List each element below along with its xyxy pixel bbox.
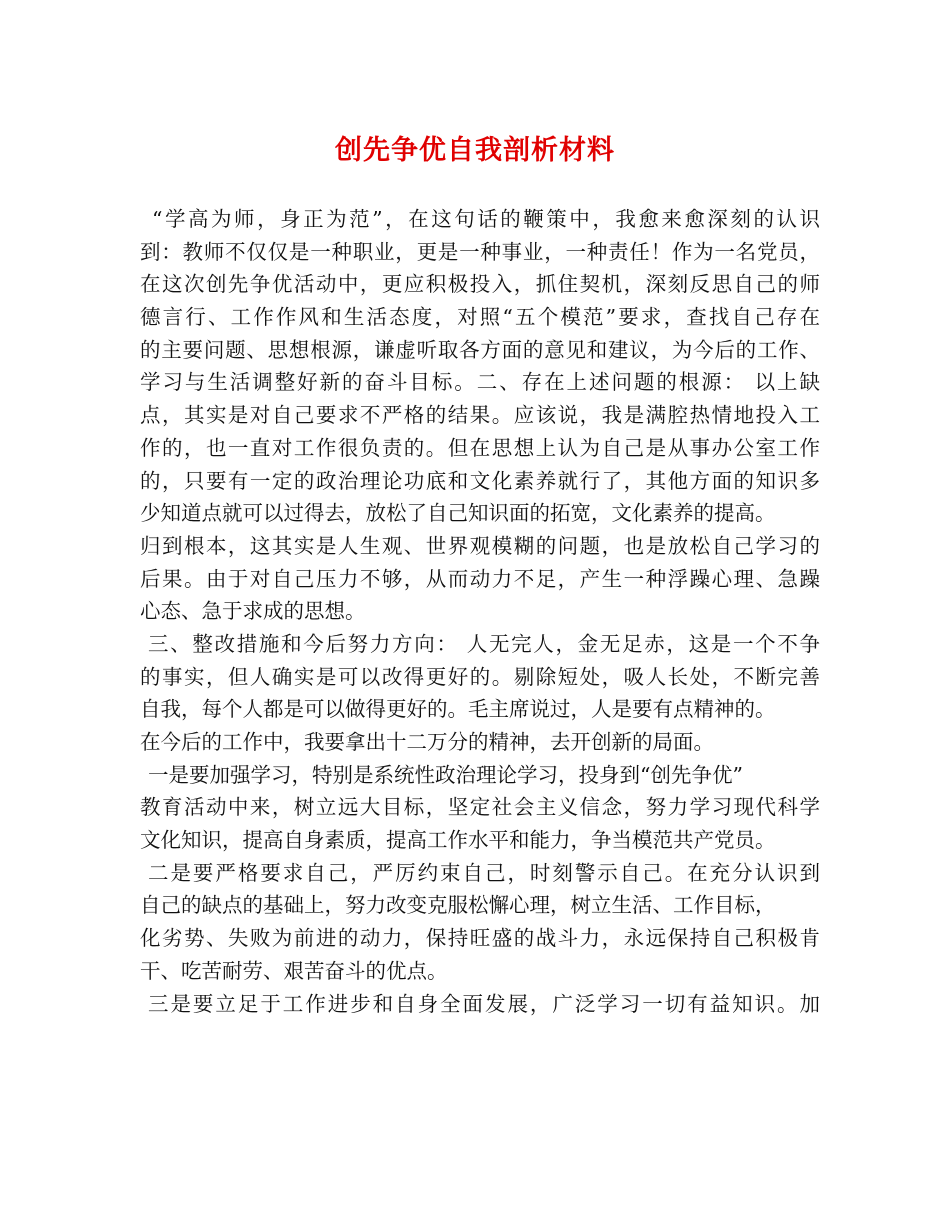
body-line: 作的，也一直对工作很负责的。但在思想上认为自己是从事办公室工作 <box>140 435 820 460</box>
body-line: 三是要立足于工作进步和自身全面发展，广泛学习一切有益知识。加 <box>148 991 820 1016</box>
body-line: 点，其实是对自己要求不严格的结果。应该说，我是满腔热情地投入工 <box>140 403 820 428</box>
body-line: 教育活动中来，树立远大目标，坚定社会主义信念，努力学习现代科学 <box>140 795 820 820</box>
body-line: 少知道点就可以过得去，放松了自己知识面的拓宽，文化素养的提高。 <box>140 501 776 526</box>
body-line: 化劣势、失败为前进的动力，保持旺盛的战斗力，永远保持自己积极肯 <box>140 926 820 951</box>
body-line: 文化知识，提高自身素质，提高工作水平和能力，争当模范共产党员。 <box>140 828 776 853</box>
body-line: 干、吃苦耐劳、艰苦奋斗的优点。 <box>140 958 448 983</box>
body-line: 自己的缺点的基础上，努力改变克服松懈心理，树立生活、工作目标， <box>140 893 776 918</box>
body-line: 德言行、工作作风和生活态度，对照“五个模范”要求，查找自己存在 <box>140 305 820 330</box>
body-line: 心态、急于求成的思想。 <box>140 599 366 624</box>
body-line: 到：教师不仅仅是一种职业，更是一种事业，一种责任！作为一名党员， <box>140 239 820 264</box>
body-line: 三、整改措施和今后努力方向： 人无完人，金无足赤，这是一个不争 <box>148 631 820 656</box>
body-line: “学高为师，身正为范”，在这句话的鞭策中，我愈来愈深刻的认识 <box>152 207 820 231</box>
body-line: 的，只要有一定的政治理论功底和文化素养就行了，其他方面的知识多 <box>140 468 820 493</box>
body-line: 后果。由于对自己压力不够，从而动力不足，产生一种浮躁心理、急躁 <box>140 566 820 591</box>
body-line: 的主要问题、思想根源，谦虚听取各方面的意见和建议，为今后的工作、 <box>140 337 820 362</box>
body-line: 归到根本，这其实是人生观、世界观模糊的问题，也是放松自己学习的 <box>140 533 820 558</box>
body-line: 在这次创先争优活动中，更应积极投入，抓住契机，深刻反思自己的师 <box>140 272 820 297</box>
body-line: 学习与生活调整好新的奋斗目标。二、存在上述问题的根源： 以上缺 <box>140 370 820 395</box>
document-title: 创先争优自我剖析材料 <box>335 135 615 166</box>
body-line: 一是要加强学习，特别是系统性政治理论学习，投身到“创先争优” <box>148 762 743 787</box>
body-line: 在今后的工作中，我要拿出十二万分的精神，去开创新的局面。 <box>140 730 714 754</box>
body-line: 的事实，但人确实是可以改得更好的。剔除短处，吸人长处，不断完善 <box>140 664 820 689</box>
body-line: 二是要严格要求自己，严厉约束自己，时刻警示自己。在充分认识到 <box>148 860 820 885</box>
document-body <box>140 203 820 1020</box>
body-line: 自我，每个人都是可以做得更好的。毛主席说过，人是要有点精神的。 <box>140 697 776 722</box>
